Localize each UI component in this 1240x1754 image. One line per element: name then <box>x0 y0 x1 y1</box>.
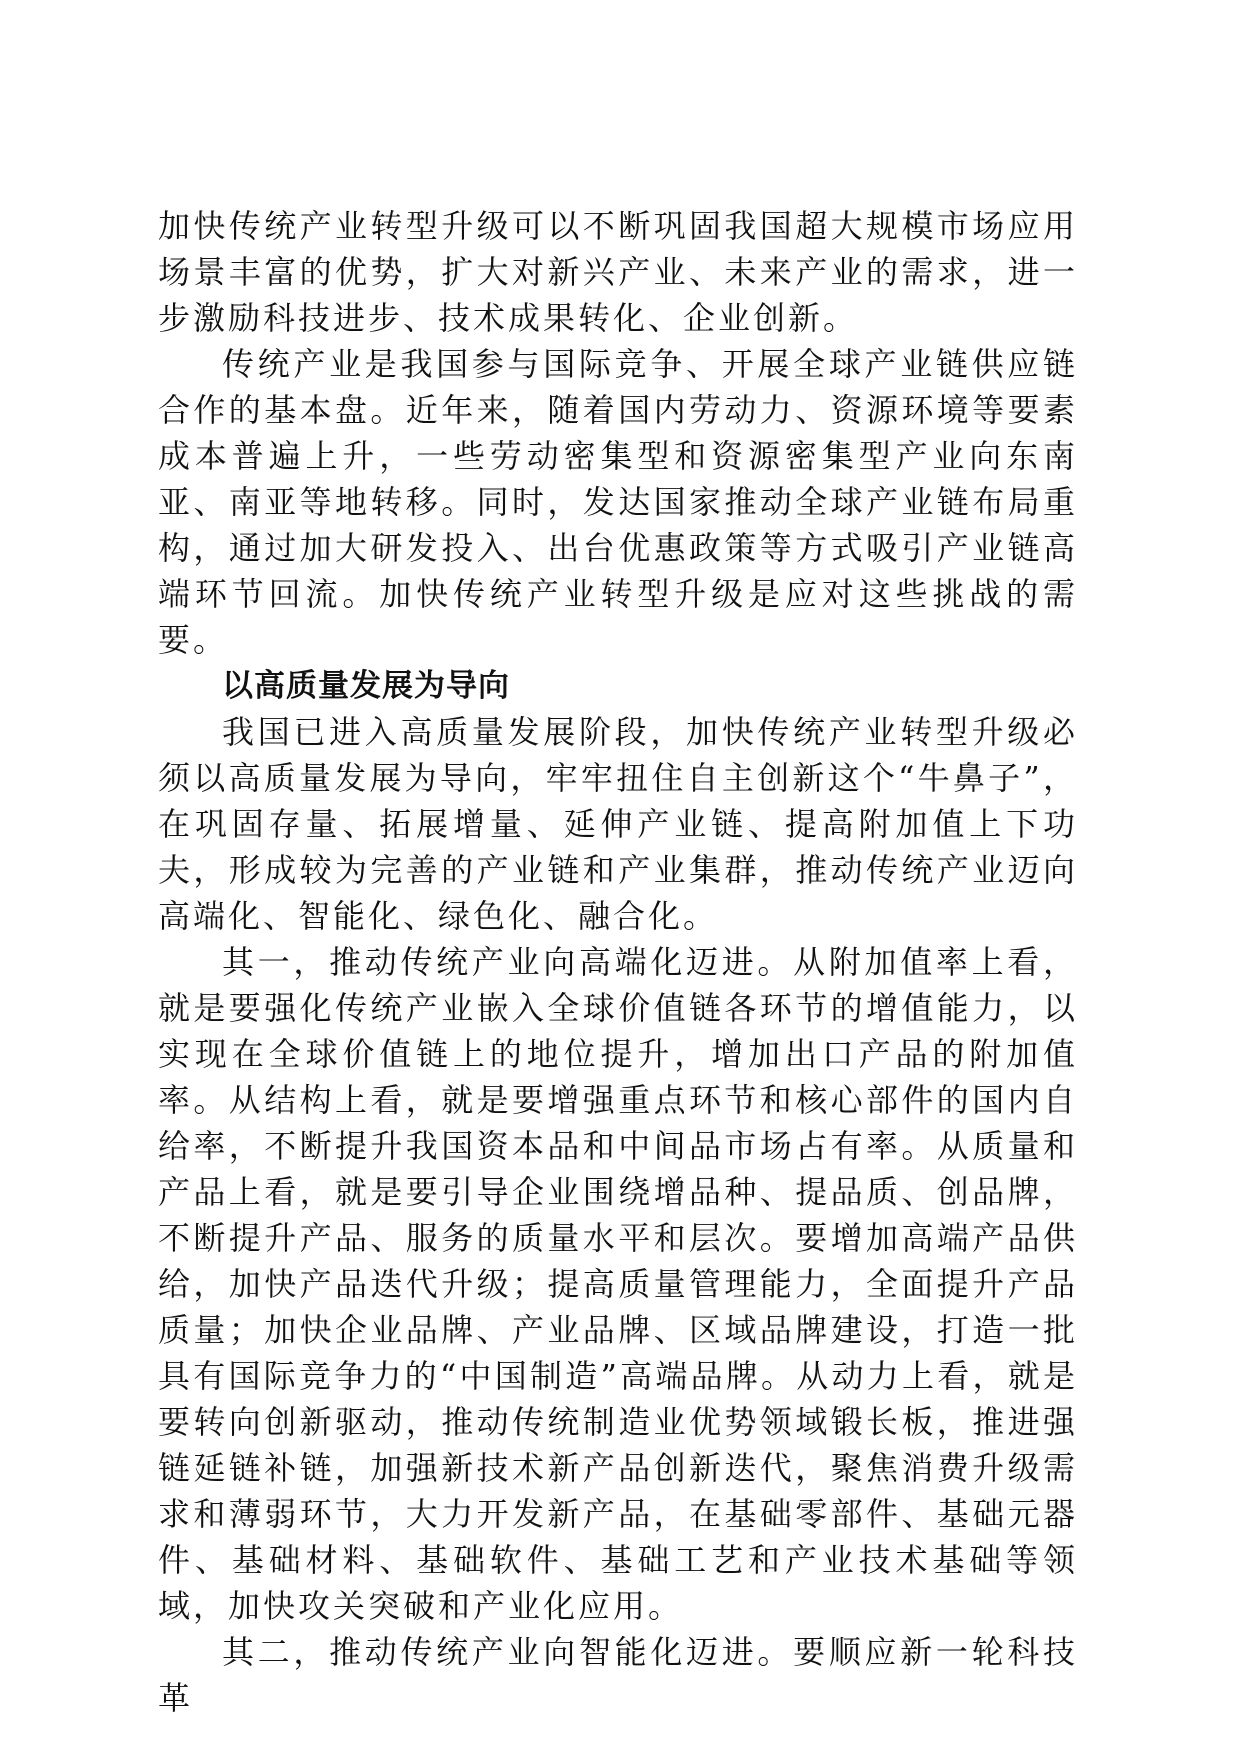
paragraph-high-quality-development: 我国已进入高质量发展阶段，加快传统产业转型升级必须以高质量发展为导向，牢牢扭住自主创新这个“牛鼻子”，在巩固存量、拓展增量、延伸产业链、提高附加值上下功夫，形成较为完善的产业链和产业集群，推动传统产业迈向高端化、智能化、绿色化、融合化。 <box>158 713 1078 935</box>
paragraph-point-two-intelligent: 其二，推动传统产业向智能化迈进。要顺应新一轮科技革 <box>158 1633 1078 1717</box>
article-body <box>158 203 1078 1721</box>
section-heading: 以高质量发展为导向 <box>222 668 510 704</box>
paragraph-point-one-high-end: 其一，推动传统产业向高端化迈进。从附加值率上看，就是要强化传统产业嵌入全球价值链各环节的增值能力，以实现在全球价值链上的地位提升，增加出口产品的附加值率。从结构上看，就是要增强重点环节和核心部件的国内自给率，不断提升我国资本品和中间品市场占有率。从质量和产品上看，就是要引导企业围绕增品种、提品质、创品牌，不断提升产品、服务的质量水平和层次。要增加高端产品供给，加快产品迭代升级；提高质量管理能力，全面提升产品质量；加快企业品牌、产业品牌、区域品牌建设，打造一批具有国际竞争力的“中国制造”高端品牌。从动力上看，就是要转向创新驱动，推动传统制造业优势领域锻长板，推进强链延链补链，加强新技术新产品创新迭代，聚焦消费升级需求和薄弱环节，大力开发新产品，在基础零部件、基础元器件、基础材料、基础软件、基础工艺和产业技术基础等领域，加快攻关突破和产业化应用。 <box>158 943 1078 1625</box>
paragraph-continuation: 加快传统产业转型升级可以不断巩固我国超大规模市场应用场景丰富的优势，扩大对新兴产业、未来产业的需求，进一步激励科技进步、技术成果转化、企业创新。 <box>158 207 1078 337</box>
paragraph-traditional-industry-competition: 传统产业是我国参与国际竞争、开展全球产业链供应链合作的基本盘。近年来，随着国内劳动力、资源环境等要素成本普遍上升，一些劳动密集型和资源密集型产业向东南亚、南亚等地转移。同时，发达国家推动全球产业链布局重构，通过加大研发投入、出台优惠政策等方式吸引产业链高端环节回流。加快传统产业转型升级是应对这些挑战的需要。 <box>158 345 1078 659</box>
